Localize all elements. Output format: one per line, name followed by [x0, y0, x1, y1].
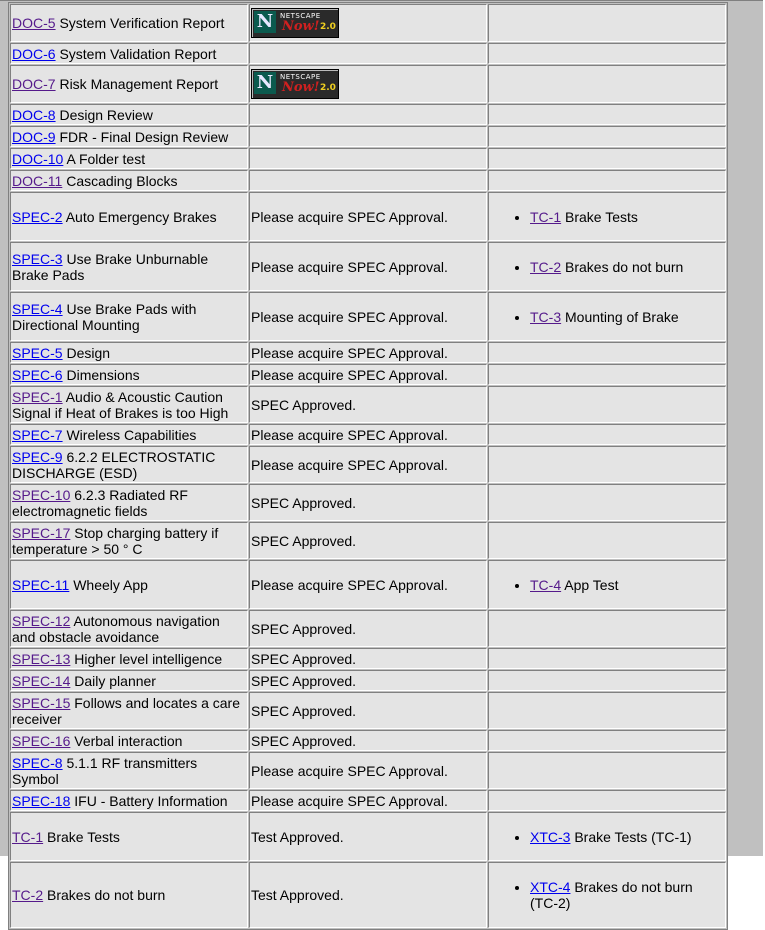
item-title: FDR - Final Design Review [59, 128, 229, 145]
item-cell [10, 752, 248, 789]
traceability-table-body [10, 4, 726, 928]
item-title: Design Review [59, 106, 153, 123]
item-link[interactable]: DOC-8 [12, 106, 56, 123]
status-text: Please acquire SPEC Approval. [251, 344, 448, 361]
status-text: Please acquire SPEC Approval. [251, 792, 448, 809]
item-title: Higher level intelligence [74, 650, 223, 667]
item-link[interactable]: SPEC-9 [12, 448, 63, 465]
status-text: Please acquire SPEC Approval. [251, 456, 448, 473]
item-link[interactable]: SPEC-4 [12, 300, 63, 317]
status-cell [249, 692, 487, 729]
table-row [10, 342, 726, 363]
item-cell [10, 342, 248, 363]
status-text: Please acquire SPEC Approval. [251, 308, 448, 325]
item-cell [10, 242, 248, 291]
table-row [10, 126, 726, 147]
linked-items-cell [488, 170, 726, 191]
table-row [10, 170, 726, 191]
traceability-table [8, 2, 728, 930]
item-title: Cascading Blocks [66, 172, 178, 189]
status-text: SPEC Approved. [251, 620, 357, 637]
status-cell [249, 424, 487, 445]
linked-items-cell [488, 292, 726, 341]
item-cell [10, 424, 248, 445]
linked-items-list [490, 829, 724, 845]
table-row [10, 364, 726, 385]
table-row [10, 43, 726, 64]
linked-item-link[interactable]: TC-2 [530, 258, 562, 275]
table-row [10, 730, 726, 751]
item-link[interactable]: DOC-11 [12, 172, 63, 189]
status-text: SPEC Approved. [251, 672, 357, 689]
item-link[interactable]: SPEC-13 [12, 650, 71, 667]
status-cell [249, 126, 487, 147]
status-cell [249, 170, 487, 191]
status-cell [249, 560, 487, 609]
table-row [10, 560, 726, 609]
linked-items-cell [488, 790, 726, 811]
linked-items-cell [488, 386, 726, 423]
item-link[interactable]: SPEC-15 [12, 694, 71, 711]
item-title: Use Brake Unburnable Brake Pads [12, 250, 209, 283]
linked-items-cell [488, 484, 726, 521]
item-link[interactable]: SPEC-17 [12, 524, 71, 541]
item-title: Design [66, 344, 111, 361]
status-text: Please acquire SPEC Approval. [251, 762, 448, 779]
linked-items-cell [488, 4, 726, 42]
status-cell [249, 522, 487, 559]
item-title: Audio & Acoustic Caution Signal if Heat of Brakes is too High [12, 388, 229, 421]
table-row [10, 104, 726, 125]
status-cell [249, 43, 487, 64]
item-link[interactable]: DOC-9 [12, 128, 56, 145]
frame-border-top [0, 0, 765, 1]
status-cell [249, 446, 487, 483]
linked-items-list [490, 309, 724, 325]
item-link[interactable]: SPEC-7 [12, 426, 63, 443]
linked-item-title: Brakes do not burn (TC-2) [530, 879, 693, 911]
status-cell [249, 862, 487, 928]
table-row [10, 670, 726, 691]
netscape-brand-text: NETSCAPE [280, 12, 321, 20]
linked-items-cell [488, 192, 726, 241]
linked-item-link[interactable]: TC-3 [530, 308, 562, 325]
linked-items-cell [488, 148, 726, 169]
item-link[interactable]: SPEC-6 [12, 366, 63, 383]
status-cell [249, 4, 487, 42]
linked-item-title: Mounting of Brake [565, 308, 679, 325]
list-item [530, 829, 724, 845]
status-text: Please acquire SPEC Approval. [251, 208, 448, 225]
table-row [10, 790, 726, 811]
item-title: Stop charging battery if temperature > 50 ° C [12, 524, 219, 557]
list-item [530, 309, 724, 325]
status-cell [249, 790, 487, 811]
linked-item-link[interactable]: TC-4 [530, 576, 562, 593]
item-title: Use Brake Pads with Directional Mounting [12, 300, 197, 333]
linked-item-link[interactable]: TC-1 [530, 208, 562, 225]
table-row [10, 862, 726, 928]
linked-item-title: Brake Tests [565, 208, 638, 225]
table-row [10, 4, 726, 42]
linked-items-cell [488, 730, 726, 751]
status-cell [249, 148, 487, 169]
linked-item-title: Brakes do not burn [565, 258, 684, 275]
netscape-n-icon: N [254, 72, 276, 94]
item-link[interactable]: DOC-6 [12, 45, 56, 62]
table-row [10, 292, 726, 341]
status-text: Please acquire SPEC Approval. [251, 366, 448, 383]
linked-items-cell [488, 364, 726, 385]
status-text: SPEC Approved. [251, 650, 357, 667]
item-link[interactable]: SPEC-16 [12, 732, 71, 749]
linked-items-list [490, 879, 724, 911]
linked-items-cell [488, 242, 726, 291]
status-cell [249, 484, 487, 521]
linked-items-cell [488, 812, 726, 861]
item-cell [10, 862, 248, 928]
item-cell [10, 148, 248, 169]
item-link[interactable]: SPEC-5 [12, 344, 63, 361]
linked-items-cell [488, 65, 726, 103]
item-title: A Folder test [66, 150, 146, 167]
item-cell [10, 610, 248, 647]
status-cell [249, 104, 487, 125]
status-text: Please acquire SPEC Approval. [251, 576, 448, 593]
linked-item-title: App Test [564, 576, 619, 593]
item-cell [10, 104, 248, 125]
linked-items-cell [488, 43, 726, 64]
linked-items-cell [488, 522, 726, 559]
table-row [10, 692, 726, 729]
linked-items-cell [488, 670, 726, 691]
table-row [10, 484, 726, 521]
table-row [10, 242, 726, 291]
linked-items-cell [488, 610, 726, 647]
linked-items-cell [488, 648, 726, 669]
item-link[interactable]: SPEC-3 [12, 250, 63, 267]
status-text: SPEC Approved. [251, 494, 357, 511]
item-link[interactable]: DOC-5 [12, 15, 56, 31]
status-cell [249, 342, 487, 363]
item-title: Auto Emergency Brakes [65, 208, 217, 225]
linked-items-list [490, 209, 724, 225]
list-item [530, 577, 724, 593]
linked-items-cell [488, 424, 726, 445]
item-cell [10, 126, 248, 147]
item-link[interactable]: SPEC-12 [12, 612, 71, 629]
table-row [10, 752, 726, 789]
status-cell [249, 65, 487, 103]
linked-items-cell [488, 560, 726, 609]
item-cell [10, 170, 248, 191]
item-title: Brake Tests [47, 828, 120, 845]
item-title: System Verification Report [59, 15, 225, 31]
item-cell [10, 4, 248, 42]
linked-items-cell [488, 342, 726, 363]
item-title: Dimensions [66, 366, 140, 383]
netscape-n-icon: N [254, 11, 276, 33]
netscape-version-text: 2.0 [320, 83, 336, 93]
linked-items-cell [488, 752, 726, 789]
item-cell [10, 692, 248, 729]
netscape-now-text: Now! [282, 19, 320, 34]
item-title: Follows and locates a care receiver [12, 694, 241, 727]
item-title: Wireless Capabilities [66, 426, 197, 443]
item-cell [10, 65, 248, 103]
status-cell [249, 192, 487, 241]
item-link[interactable]: SPEC-2 [12, 208, 63, 225]
item-cell [10, 43, 248, 64]
item-cell [10, 386, 248, 423]
netscape-brand-text: NETSCAPE [280, 73, 321, 81]
item-title: Daily planner [74, 672, 156, 689]
item-cell [10, 812, 248, 861]
netscape-now-text: Now! [282, 80, 320, 95]
status-text: Please acquire SPEC Approval. [251, 426, 448, 443]
linked-items-cell [488, 446, 726, 483]
table-row [10, 386, 726, 423]
item-cell [10, 192, 248, 241]
netscape-now-button[interactable] [251, 8, 339, 38]
status-cell [249, 752, 487, 789]
item-link[interactable]: DOC-7 [12, 76, 56, 92]
item-title: 6.2.2 ELECTROSTATIC DISCHARGE (ESD) [12, 448, 216, 481]
netscape-version-text: 2.0 [320, 22, 336, 32]
item-link[interactable]: SPEC-18 [12, 792, 71, 809]
item-cell [10, 292, 248, 341]
item-cell [10, 484, 248, 521]
linked-items-cell [488, 126, 726, 147]
table-row [10, 424, 726, 445]
status-text: SPEC Approved. [251, 732, 357, 749]
status-cell [249, 610, 487, 647]
status-cell [249, 648, 487, 669]
table-row [10, 65, 726, 103]
item-link[interactable]: SPEC-1 [12, 388, 63, 405]
item-cell [10, 790, 248, 811]
status-cell [249, 292, 487, 341]
item-cell [10, 648, 248, 669]
table-row [10, 522, 726, 559]
linked-items-cell [488, 862, 726, 928]
status-text: SPEC Approved. [251, 396, 357, 413]
status-cell [249, 364, 487, 385]
item-title: 5.1.1 RF transmitters Symbol [12, 754, 198, 787]
item-title: System Validation Report [59, 45, 217, 62]
table-row [10, 192, 726, 241]
item-link[interactable]: TC-1 [12, 828, 44, 845]
linked-items-cell [488, 692, 726, 729]
status-cell [249, 730, 487, 751]
item-cell [10, 364, 248, 385]
linked-item-link[interactable]: XTC-3 [530, 828, 571, 845]
item-title: Verbal interaction [74, 732, 183, 749]
status-cell [249, 386, 487, 423]
status-text: SPEC Approved. [251, 702, 357, 719]
item-title: Brakes do not burn [47, 887, 166, 903]
item-title: 6.2.3 Radiated RF electromagnetic fields [12, 486, 188, 519]
table-row [10, 148, 726, 169]
list-item [530, 259, 724, 275]
status-cell [249, 812, 487, 861]
item-link[interactable]: TC-2 [12, 887, 44, 903]
table-row [10, 812, 726, 861]
item-link[interactable]: SPEC-10 [12, 486, 71, 503]
item-cell [10, 730, 248, 751]
item-link[interactable]: DOC-10 [12, 150, 64, 167]
table-row [10, 610, 726, 647]
item-title: IFU - Battery Information [74, 792, 228, 809]
item-cell [10, 670, 248, 691]
item-title: Risk Management Report [59, 76, 219, 92]
item-title: Wheely App [73, 576, 148, 593]
linked-items-list [490, 577, 724, 593]
item-title: Autonomous navigation and obstacle avoidance [12, 612, 220, 645]
table-row [10, 446, 726, 483]
status-text: Test Approved. [251, 828, 344, 845]
item-cell [10, 560, 248, 609]
linked-items-cell [488, 104, 726, 125]
status-cell [249, 670, 487, 691]
item-cell [10, 446, 248, 483]
linked-item-title: Brake Tests (TC-1) [574, 828, 692, 845]
item-link[interactable]: SPEC-14 [12, 672, 71, 689]
item-link[interactable]: SPEC-11 [12, 576, 70, 593]
linked-items-list [490, 259, 724, 275]
item-cell [10, 522, 248, 559]
status-cell [249, 242, 487, 291]
linked-item-link[interactable]: XTC-4 [530, 879, 571, 895]
netscape-now-button[interactable] [251, 69, 339, 99]
item-link[interactable]: SPEC-8 [12, 754, 63, 771]
list-item [530, 879, 724, 911]
list-item [530, 209, 724, 225]
table-row [10, 648, 726, 669]
status-text: SPEC Approved. [251, 532, 357, 549]
status-text: Test Approved. [251, 887, 344, 903]
status-text: Please acquire SPEC Approval. [251, 258, 448, 275]
